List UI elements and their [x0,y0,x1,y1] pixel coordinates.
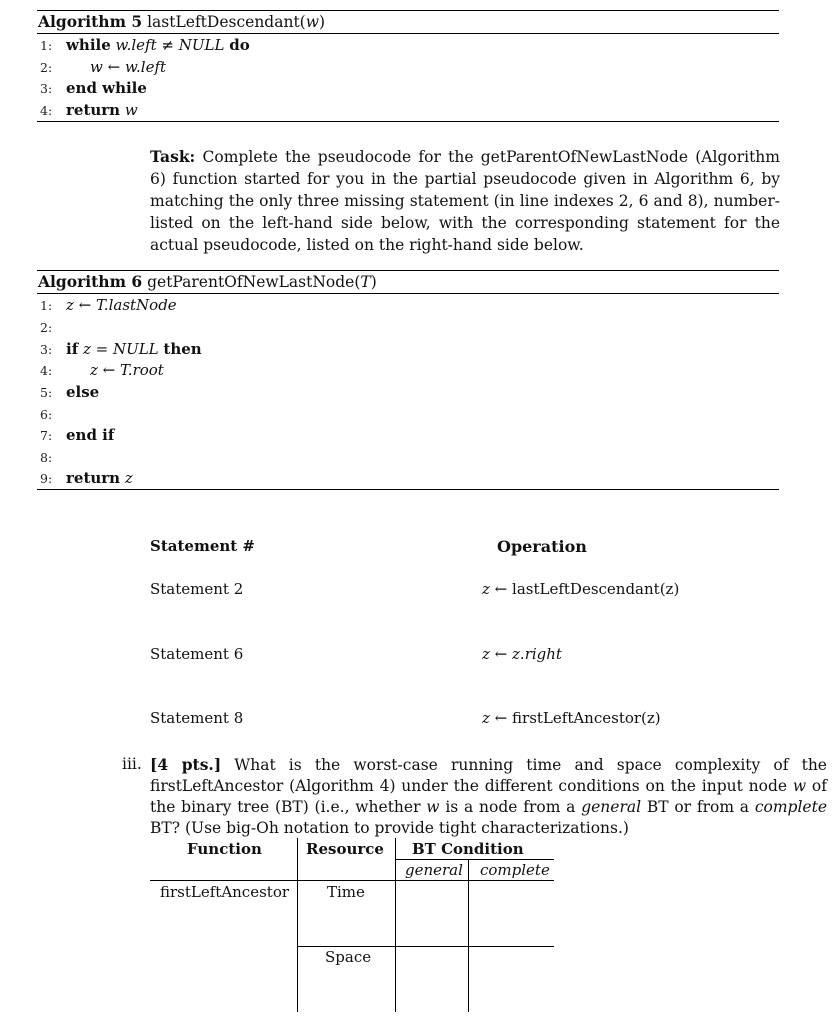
question-iii: iii. [4 pts.] What is the worst-case running time and space complexity of the firstLeftAncestor (Algorithm 4) under the different conditions on the input node w of the binary tree (BT) (i.e., whether w is a node from a general BT or from a complete BT? (Use big-Oh notation to provide tight characterizations.) [122,755,827,837]
algo6-line-9: 9: return z [40,469,133,487]
algo6-line-8: 8: [40,450,53,465]
algo5-title-rule [37,33,779,34]
table-header-resource: Resource [306,840,384,858]
table-header-bt-condition: BT Condition [412,840,524,858]
algo6-line-6: 6: [40,407,53,422]
algo6-title-rule [37,293,779,294]
matching-header-operation: Operation [497,537,587,556]
table-vline-2 [395,838,396,1012]
algo5-title: Algorithm 5 lastLeftDescendant(w) [38,12,326,31]
algo6-top-rule [37,270,779,271]
matching-operation-3: z ← firstLeftAncestor(z) [482,709,661,727]
table-header-function: Function [187,840,262,858]
task-paragraph: Task: Complete the pseudocode for the getParentOfNewLastNode (Algorithm 6) function started for you in the partial pseudocode given in Algorithm 6, by matching the only three missing statement (in line indexes 2, 6 and 8), number-listed on the left-hand side below, with the corresponding statement for the actual pseudocode, listed on the right-hand side below. [150,147,780,254]
table-subheader-complete: complete [480,861,550,879]
matching-statement-6: Statement 6 [150,645,244,663]
table-subheader-general: general [405,861,463,879]
table-resource-space: Space [325,948,372,966]
algo5-bottom-rule [37,121,779,122]
algo6-bottom-rule [37,489,779,490]
answer-cell-time-complete[interactable] [473,900,549,940]
table-vline-3 [468,860,469,1012]
algo5-line-1: 1: while w.left ≠ NULL do [40,36,250,54]
algo5-line-4: 4: return w [40,101,138,119]
table-function-name: firstLeftAncestor [160,883,290,901]
algo6-line-1: 1: z ← T.lastNode [40,296,177,314]
algo6-line-5: 5: else [40,383,100,401]
matching-operation-2: z ← z.right [482,645,562,663]
algo6-line-7: 7: end if [40,426,115,444]
table-row-rule [297,946,554,947]
matching-operation-1: z ← lastLeftDescendant(z) [482,580,680,598]
algo5-line-2: 2: w ← w.left [40,58,167,76]
answer-cell-time-general[interactable] [400,900,464,940]
algo5-line-3: 3: end while [40,79,147,97]
algo5-top-rule [37,10,779,11]
table-header-rule [150,880,554,881]
algo6-title: Algorithm 6 getParentOfNewLastNode(T) [38,272,377,291]
table-resource-time: Time [327,883,365,901]
answer-cell-space-complete[interactable] [473,965,549,1005]
matching-header-statement: Statement # [150,537,255,555]
matching-statement-2: Statement 2 [150,580,244,598]
matching-statement-8: Statement 8 [150,709,244,727]
algo6-line-4: 4: z ← T.root [40,361,164,379]
answer-cell-space-general[interactable] [400,965,464,1005]
table-condition-rule [395,859,554,860]
algo6-line-2: 2: [40,320,53,335]
algo6-line-3: 3: if z = NULL then [40,340,202,358]
table-vline-1 [297,838,298,1012]
